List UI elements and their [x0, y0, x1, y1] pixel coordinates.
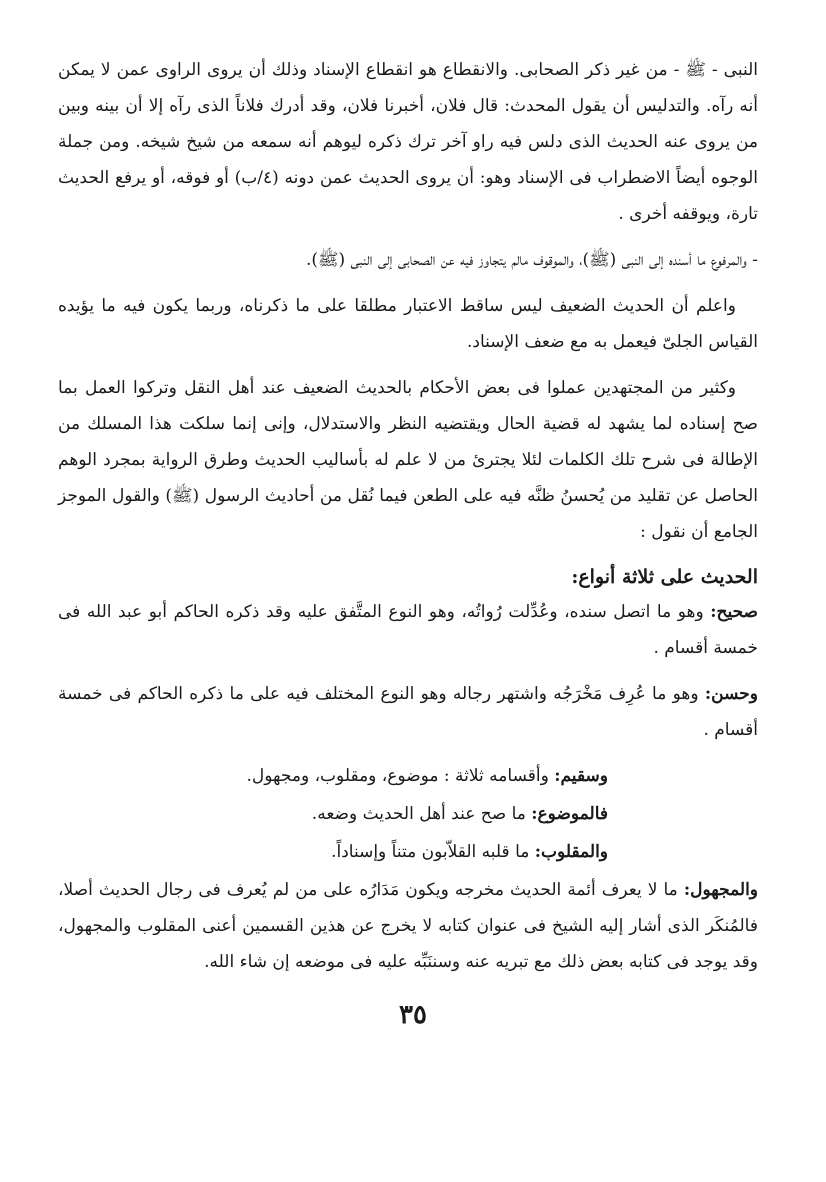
paragraph-weak-hadith: واعلم أن الحديث الضعيف ليس ساقط الاعتبار مطلقا على ما ذكرناه، وربما يكون فيه ما يؤيده القياس الجلىّ فيعمل به مع ضعف الإسناد. [58, 296, 758, 352]
definition-saqim [58, 758, 758, 794]
definition-maqlub [58, 834, 758, 870]
text-saqim: وأقسامه ثلاثة : موضوع، ومقلوب، ومجهول. [246, 766, 549, 786]
term-hasan: وحسن: [704, 684, 759, 704]
term-sahih: صحيح: [710, 602, 758, 622]
term-majhul: والمجهول: [683, 880, 759, 900]
paragraph-isnad-break: النبى - ﷺ - من غير ذكر الصحابى. والانقطاع هو انقطاع الإسناد وذلك أن يروى الراوى عمن لا يمكن أنه رآه. والتدليس أن يقول المحدث: قال فلان، أخبرنا فلان، وقد أدرك فلاناً الذى رآه إلا أن بينه وبين من يروى عنه الحديث الذى دلس فيه راو آخر ترك ذكره ليوهم أنه سمعه من شيخ شيخه. ومن جملة الوجوه أيضاً الاضطراب فى الإسناد وهو: أن يروى الحديث عمن دونه (٤/ب) أو فوقه، أو يرفع الحديث تارة، ويوقفه أخرى . [58, 60, 759, 224]
definition-hasan [58, 676, 758, 748]
paragraph-mujtahidin: وكثير من المجتهدين عملوا فى بعض الأحكام بالحديث الضعيف عند أهل النقل وتركوا العمل بما صح إسناده لما يشهد له قضية الحال ويقتضيه النظر والاستدلال، وإنى إنما سلكت هذا المسلك من الإطالة فى شرح تلك الكلمات لئلا يجترئ من لا علم له بأساليب الحديث وطرق الرواية بمجرد الوهم الحاصل عن تقليد من يُحسنُ ظنَّه فيه على الطعن فيما نُقل من أحاديث الرسول (ﷺ) والقول الموجز الجامع أن نقول : [58, 378, 758, 542]
definition-sahih [58, 594, 758, 666]
term-maqlub: والمقلوب: [534, 842, 608, 862]
term-saqim: وسقيم: [554, 766, 608, 786]
page-body [58, 52, 758, 980]
text-majhul: ما لا يعرف أئمة الحديث مخرجه ويكون مَدَارُه على من لم يُعرف فى رجال الحديث أصلا، فالمُنكَر الذى أشار إليه الشيخ فى عنوان كتابه لا يخرج عن هذين القسمين أعنى المقلوب والمجهول، وقد يوجد فى كتابه بعض ذلك مع تبريه عنه وسننَبِّه عليه فى موضعه إن شاء الله. [58, 880, 758, 972]
page-number: ٣٥ [399, 1000, 427, 1030]
term-mawdu: فالموضوع: [531, 804, 608, 824]
text-hasan: وهو ما عُرِف مَخْرَجُه واشتهر رجاله وهو النوع المختلف فيه على ما ذكره الحاكم فى خمسة أقسام . [58, 684, 758, 740]
definition-mawdu [58, 796, 758, 832]
text-mawdu: ما صح عند أهل الحديث وضعه. [311, 804, 526, 824]
definition-majhul [58, 872, 758, 980]
section-heading: الحديث على ثلاثة أنواع: [571, 566, 758, 588]
text-maqlub: ما قلبه القلاّبون متناً وإسناداً. [331, 842, 530, 862]
paragraph-marfu-mawquf: - والمرفوع ما أسنده إلى النبى (ﷺ)، والموقوف مالم يتجاوز فيه عن الصحابى إلى النبى (ﷺ). [305, 250, 758, 270]
text-sahih: وهو ما اتصل سنده، وعُدِّلت رُواتُه، وهو النوع المتَّفق عليه وقد ذكره الحاكم أبو عبد الله فى خمسة أقسام . [58, 602, 758, 658]
